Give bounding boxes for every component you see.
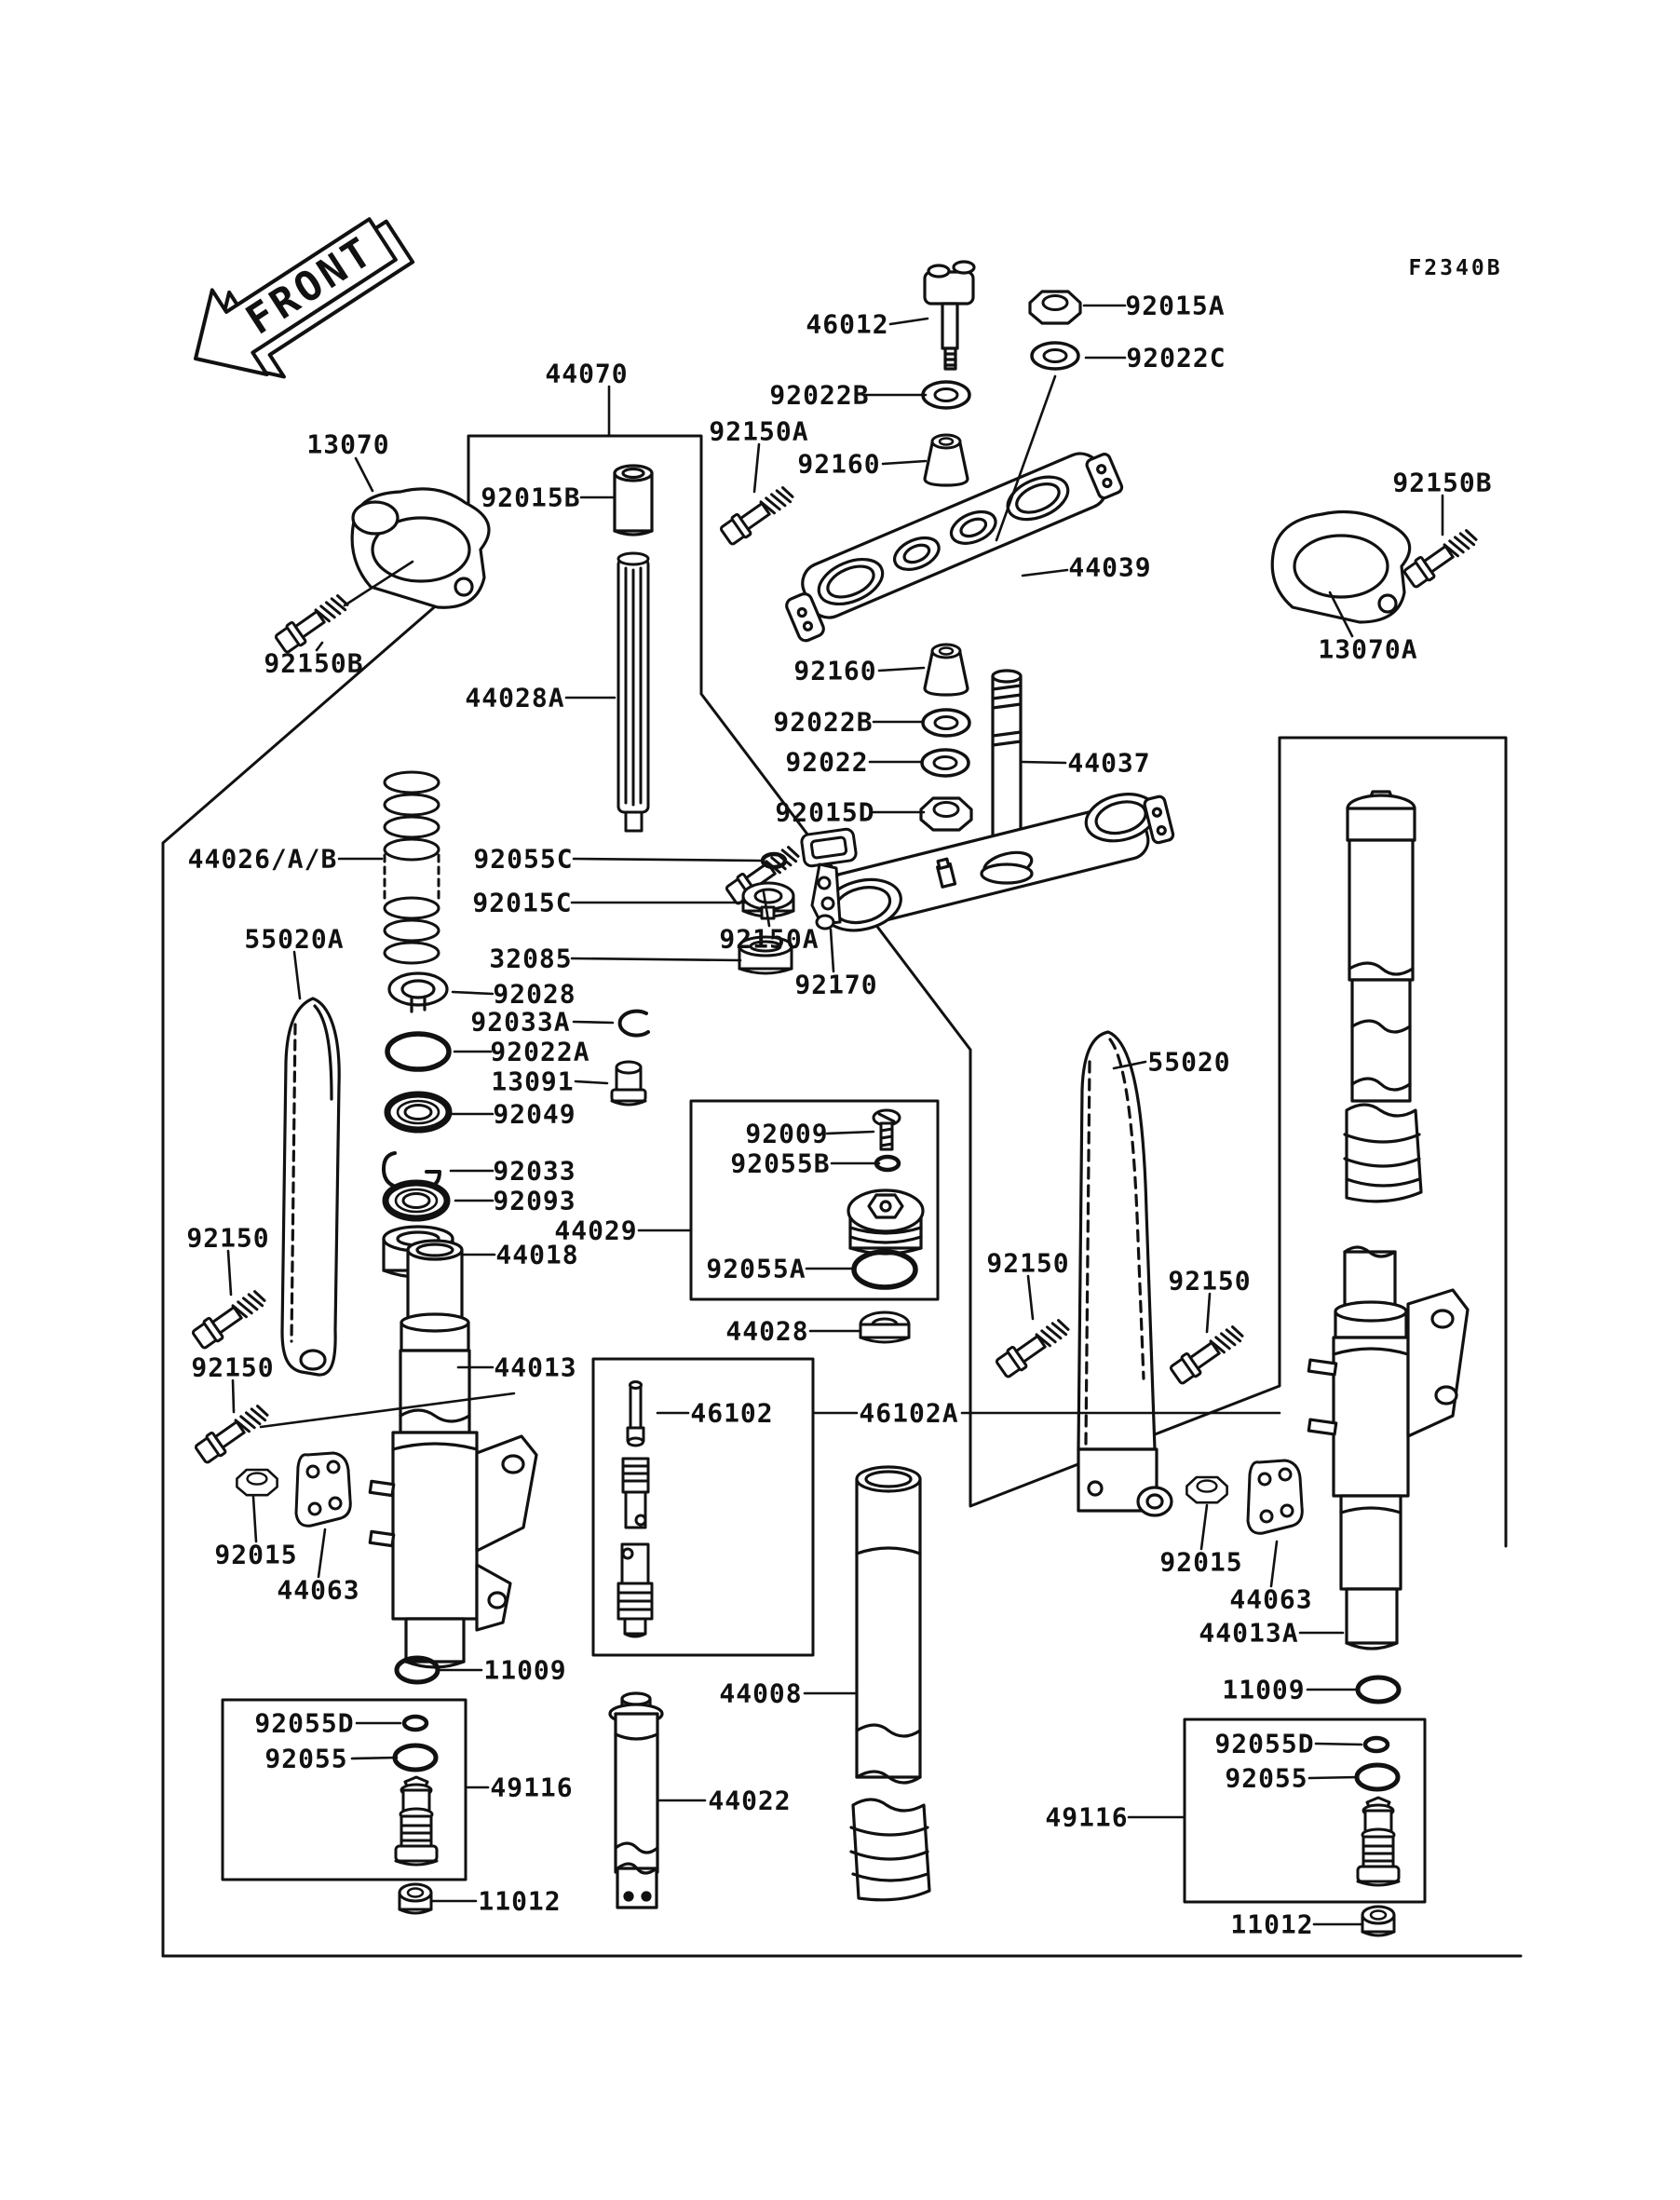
leader-92150A xyxy=(754,444,759,492)
part-49116-valve-right xyxy=(1358,1798,1399,1885)
leader-92160 xyxy=(883,461,926,464)
part-label-44026-A-B: 44026/A/B xyxy=(187,843,338,875)
leader-55020A xyxy=(294,952,300,998)
leader-46012 xyxy=(890,319,928,324)
part-label-92049: 92049 xyxy=(493,1098,576,1130)
part-label-44029: 44029 xyxy=(554,1215,638,1246)
part-44063-axle-clamp-right xyxy=(1248,1460,1302,1533)
part-label-92160: 92160 xyxy=(797,448,881,480)
part-label-44008: 44008 xyxy=(719,1677,803,1709)
part-label-92015D: 92015D xyxy=(775,796,875,828)
part-92055-oring-left xyxy=(395,1745,436,1770)
leader-92055 xyxy=(1309,1777,1358,1778)
part-44008-inner-tube xyxy=(851,1467,929,1900)
part-49116-valve-left xyxy=(396,1777,437,1865)
part-44026-spring xyxy=(385,772,439,963)
part-label-92170: 92170 xyxy=(794,969,878,1000)
leader-92055C xyxy=(574,859,760,861)
part-11009-oring-right xyxy=(1358,1677,1399,1702)
leader-92150 xyxy=(228,1251,231,1295)
part-label-11012: 11012 xyxy=(478,1885,562,1917)
part-label-46102: 46102 xyxy=(690,1397,774,1429)
part-92022B-washer-lower xyxy=(923,710,969,736)
part-label-92022: 92022 xyxy=(785,746,869,778)
part-92055D-oring-left xyxy=(404,1717,427,1730)
front-arrow-label: FRONT xyxy=(237,226,384,345)
part-label-44039: 44039 xyxy=(1068,551,1152,583)
part-44013-outer-cylinder xyxy=(370,1241,536,1667)
part-label-92015B: 92015B xyxy=(481,482,581,513)
part-13091-plug xyxy=(612,1062,645,1105)
leader-92055 xyxy=(352,1758,397,1759)
part-label-92055C: 92055C xyxy=(473,843,574,875)
part-label-92028: 92028 xyxy=(493,978,576,1010)
part-label-44028: 44028 xyxy=(725,1315,809,1347)
part-92150B-bolt-left xyxy=(274,591,351,655)
part-92055A-oring xyxy=(854,1252,915,1287)
part-92022C-washer xyxy=(1032,343,1078,369)
leader-44063 xyxy=(1271,1541,1277,1586)
part-label-44070: 44070 xyxy=(545,358,629,389)
part-92049-oil-seal xyxy=(387,1094,449,1130)
part-label-92055: 92055 xyxy=(1225,1762,1308,1794)
part-label-92033A: 92033A xyxy=(470,1006,571,1038)
part-label-92009: 92009 xyxy=(745,1118,829,1149)
part-55020-fork-guard xyxy=(1078,1032,1172,1515)
part-label-11012: 11012 xyxy=(1230,1908,1314,1940)
part-44029-fork-cap xyxy=(848,1190,923,1254)
leader-13070 xyxy=(356,458,373,491)
part-92015B-collar xyxy=(615,466,652,535)
part-label-92015: 92015 xyxy=(214,1539,298,1570)
part-92022-washer xyxy=(922,750,969,776)
leader-92160 xyxy=(879,668,924,671)
part-label-44013A: 44013A xyxy=(1199,1617,1299,1649)
leader-92009 xyxy=(827,1132,874,1134)
part-label-11009: 11009 xyxy=(1222,1674,1306,1705)
part-label-92015A: 92015A xyxy=(1125,290,1226,321)
part-label-92150: 92150 xyxy=(191,1351,275,1383)
part-label-92022C: 92022C xyxy=(1126,342,1226,373)
part-92022B-washer-top xyxy=(923,382,969,408)
part-label-46012: 46012 xyxy=(806,308,889,340)
part-44022-cylinder xyxy=(610,1693,662,1908)
part-label-92150B: 92150B xyxy=(264,647,364,679)
leader-92033A xyxy=(574,1022,613,1023)
part-label-92022A: 92022A xyxy=(490,1036,590,1067)
part-label-92150: 92150 xyxy=(986,1247,1070,1279)
part-92150-bolt-left2 xyxy=(194,1401,271,1465)
part-11012-capnut-right xyxy=(1362,1907,1394,1935)
leader-92150 xyxy=(261,1393,514,1427)
part-92009-screw xyxy=(874,1110,900,1149)
part-label-44013: 44013 xyxy=(494,1351,577,1383)
part-92015-nut-right xyxy=(1186,1477,1226,1502)
part-label-44018: 44018 xyxy=(495,1239,579,1270)
leader-92150 xyxy=(233,1380,234,1412)
part-label-44022: 44022 xyxy=(708,1785,792,1816)
part-92055-oring-right xyxy=(1357,1765,1398,1789)
part-label-49116: 49116 xyxy=(1045,1801,1129,1833)
part-label-44028A: 44028A xyxy=(465,682,565,713)
part-label-92015C: 92015C xyxy=(472,887,573,918)
part-11012-capnut-left xyxy=(400,1884,431,1913)
part-92150-bolt-right1 xyxy=(995,1315,1072,1379)
part-label-92055D: 92055D xyxy=(1214,1728,1315,1759)
part-label-92055D: 92055D xyxy=(254,1707,355,1739)
part-92028-slotted-ring xyxy=(389,973,447,1012)
part-label-44063: 44063 xyxy=(1229,1583,1313,1615)
part-label-92150B: 92150B xyxy=(1392,467,1493,498)
part-label-92150A: 92150A xyxy=(719,923,820,955)
part-92093-seal xyxy=(386,1183,447,1218)
part-92015A-nut xyxy=(1030,292,1080,323)
part-label-44037: 44037 xyxy=(1067,747,1151,779)
part-label-49116: 49116 xyxy=(490,1772,574,1803)
leader-44063 xyxy=(318,1529,325,1577)
part-44063-axle-clamp-left xyxy=(296,1453,350,1526)
part-label-92022B: 92022B xyxy=(769,379,870,411)
part-label-13070: 13070 xyxy=(306,428,390,460)
part-44028-ring xyxy=(860,1312,909,1342)
part-55020A-fork-guard xyxy=(282,998,339,1375)
part-label-13091: 13091 xyxy=(491,1066,575,1097)
part-label-11009: 11009 xyxy=(483,1654,567,1686)
leader-92015 xyxy=(1201,1505,1207,1549)
part-label-92160: 92160 xyxy=(793,655,877,686)
leader-92150 xyxy=(1207,1294,1210,1332)
part-label-92022B: 92022B xyxy=(773,706,874,738)
leader-92015 xyxy=(253,1497,256,1541)
part-label-92055B: 92055B xyxy=(730,1148,831,1179)
part-label-92150: 92150 xyxy=(1168,1265,1252,1297)
part-label-92015: 92015 xyxy=(1159,1546,1243,1578)
part-92055D-oring-right xyxy=(1365,1738,1388,1751)
part-label-92055: 92055 xyxy=(264,1743,348,1774)
leader-13091 xyxy=(576,1081,607,1083)
part-92160-damper-top xyxy=(925,435,968,485)
part-44013A-outer-cylinder xyxy=(1308,1247,1468,1649)
part-label-92033: 92033 xyxy=(493,1155,576,1187)
front-arrow xyxy=(169,190,427,412)
leader-92055D xyxy=(1316,1744,1362,1745)
leader-92170 xyxy=(831,930,833,971)
part-13070-clamp xyxy=(352,489,489,607)
part-92150-bolt-left1 xyxy=(191,1286,268,1351)
part-92150A-bolt-top xyxy=(719,482,796,547)
part-92022A-oring xyxy=(387,1034,449,1069)
part-label-92150: 92150 xyxy=(186,1222,270,1254)
part-right-fork-assembly-upper xyxy=(1345,792,1421,1202)
part-46012-stem-head xyxy=(925,262,974,369)
part-label-44063: 44063 xyxy=(277,1574,360,1606)
leader-92028 xyxy=(453,992,493,994)
part-label-92055A: 92055A xyxy=(706,1253,806,1284)
part-label-55020: 55020 xyxy=(1147,1046,1231,1078)
part-label-13070A: 13070A xyxy=(1318,633,1418,665)
part-label-55020A: 55020A xyxy=(244,923,345,955)
part-label-92150A: 92150A xyxy=(709,415,809,447)
leader-44037 xyxy=(1023,762,1065,763)
leader-32085 xyxy=(572,958,740,960)
part-92160-damper-lower xyxy=(925,645,968,695)
leader-92150 xyxy=(1028,1276,1033,1319)
part-44028A-damper-rod xyxy=(618,553,648,831)
part-92015D-nut xyxy=(921,798,971,830)
part-92033A-clip xyxy=(620,1012,648,1036)
part-92150B-bolt-right xyxy=(1402,525,1480,590)
figure-code: F2340B xyxy=(1408,256,1503,280)
part-label-46102A: 46102A xyxy=(859,1397,959,1429)
part-92015-nut-left xyxy=(237,1470,277,1495)
part-13070A-clamp xyxy=(1272,512,1409,622)
leader-44039 xyxy=(1023,570,1067,576)
part-46102-rod-pieces xyxy=(618,1382,652,1637)
part-label-32085: 32085 xyxy=(489,943,573,974)
part-label-92093: 92093 xyxy=(493,1185,576,1216)
